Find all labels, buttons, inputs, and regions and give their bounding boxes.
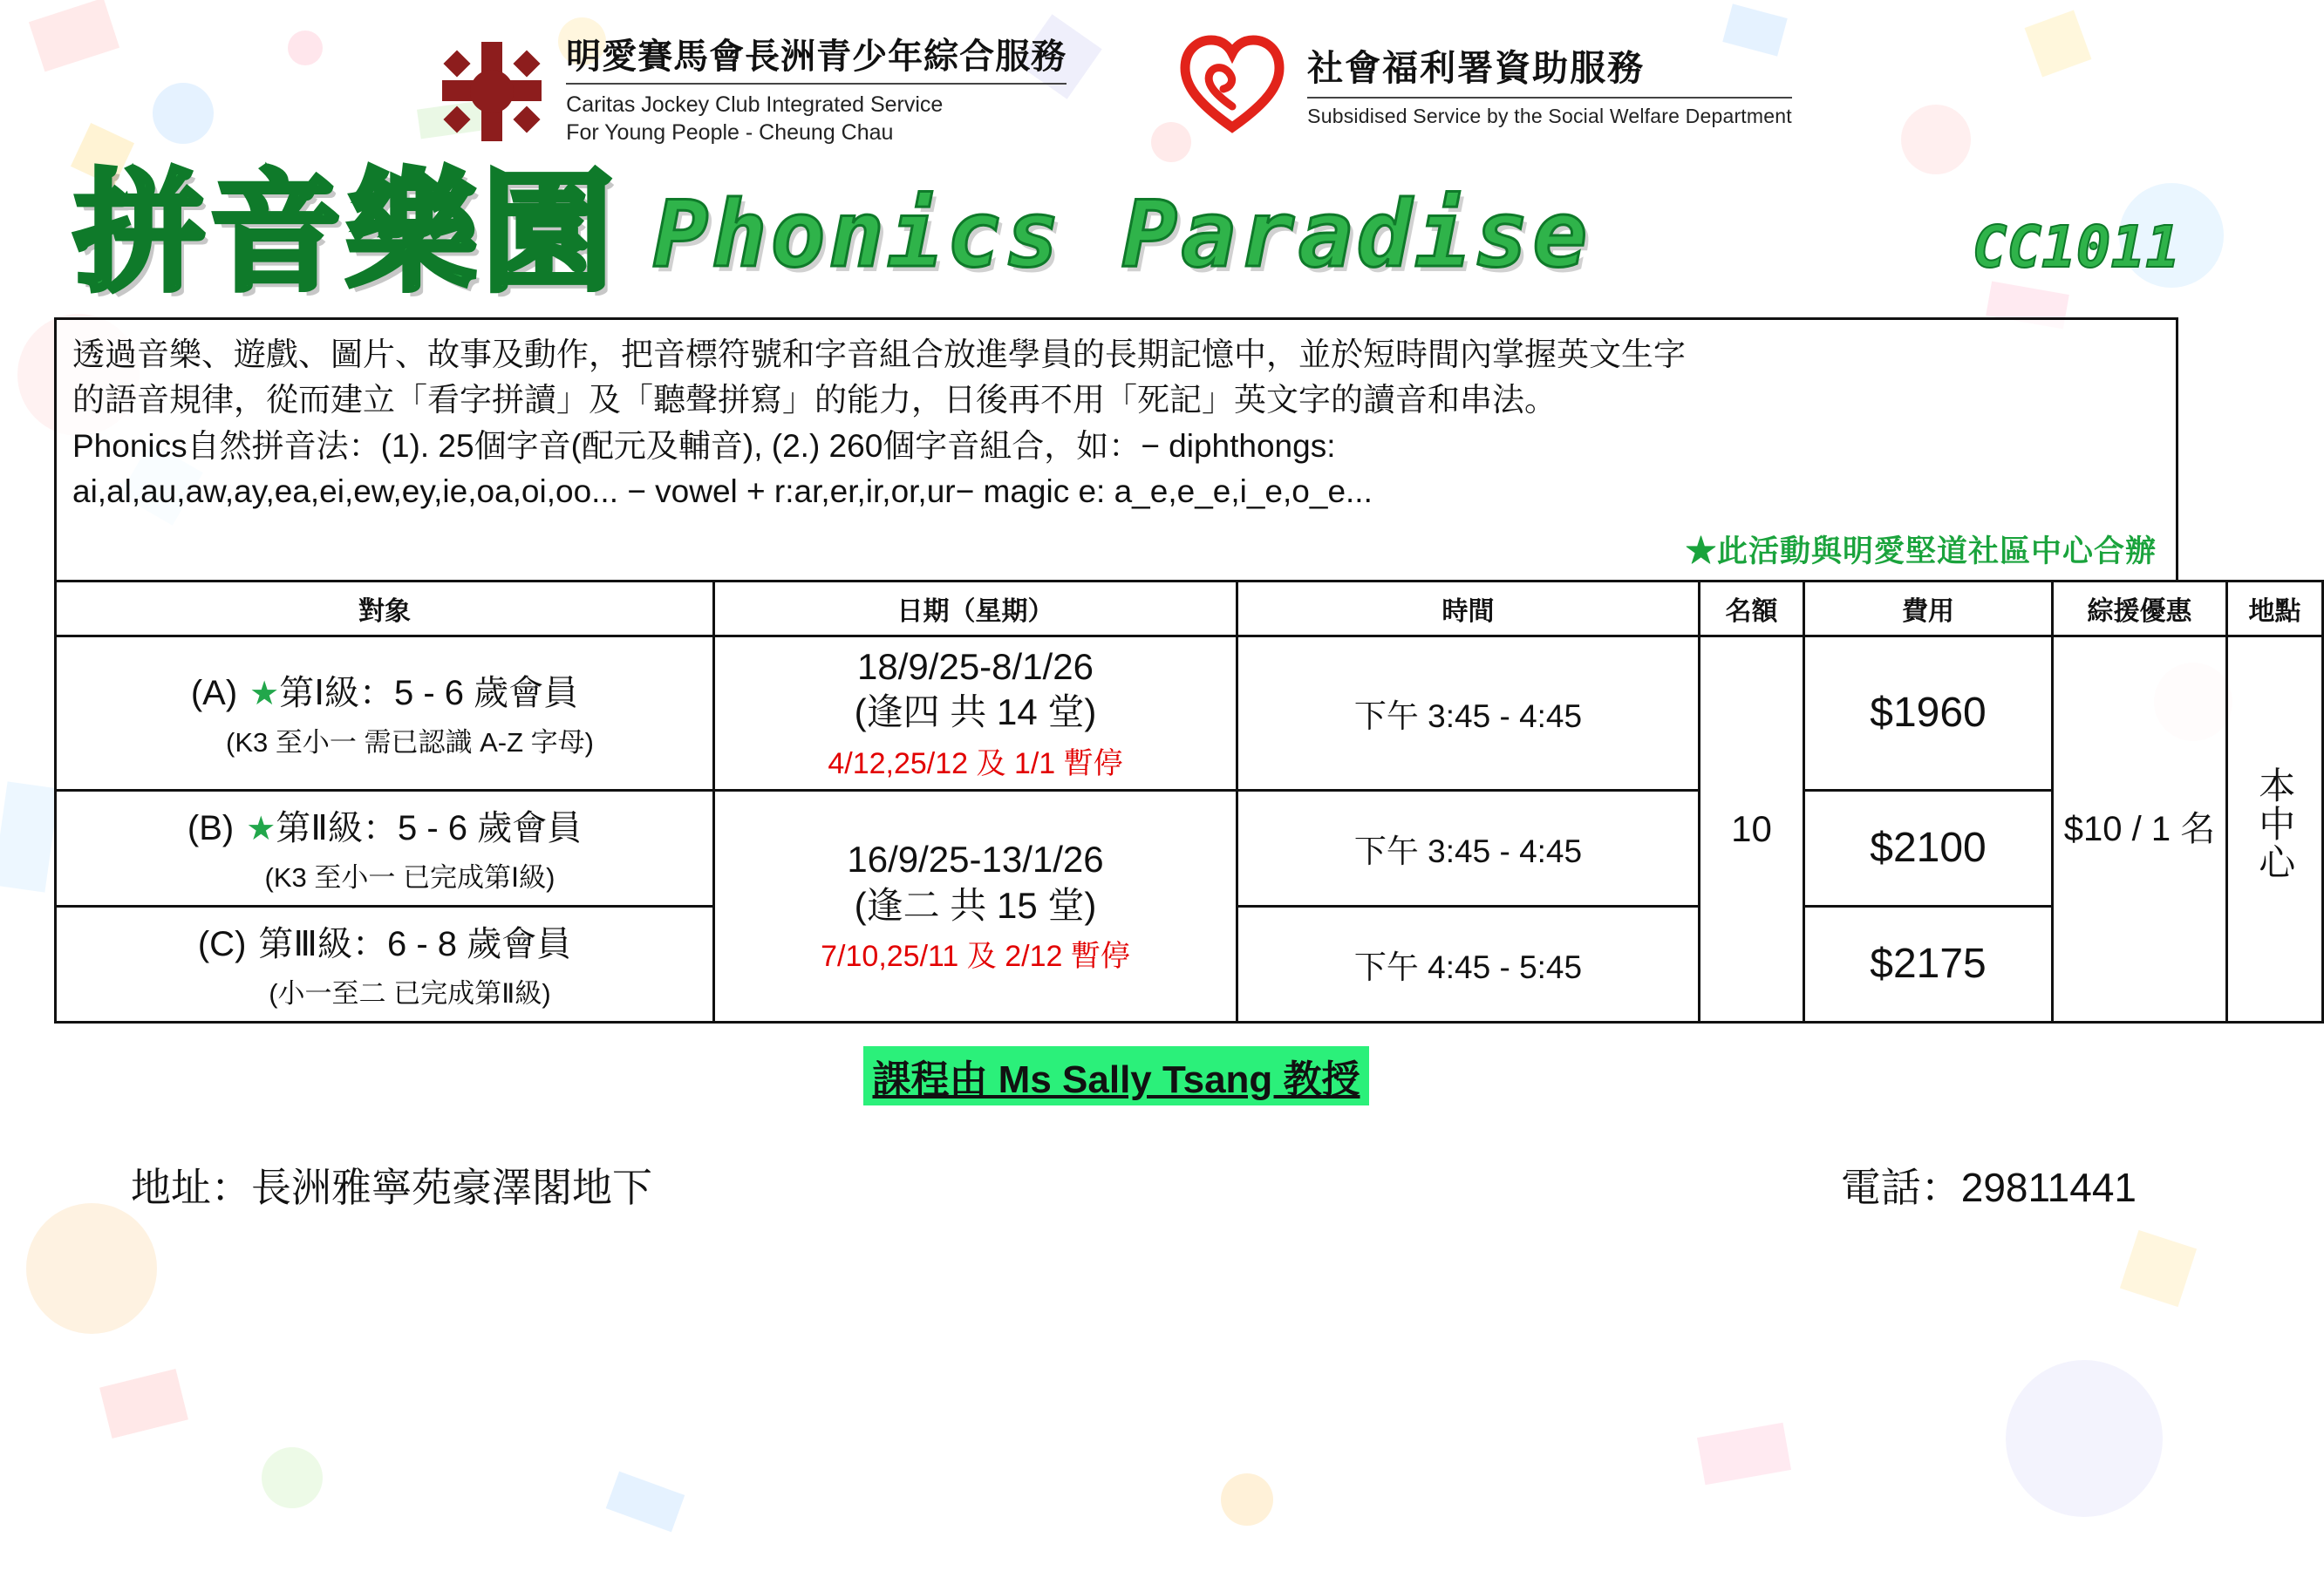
swd-heart-icon	[1180, 37, 1285, 131]
time-cell-b: 下午 3:45 - 4:45	[1237, 790, 1700, 906]
course-code: CC1011	[1972, 213, 2180, 281]
header-quota: 名額	[1700, 581, 1804, 636]
header-date: 日期（星期）	[714, 581, 1237, 636]
header-fee: 費用	[1804, 581, 2053, 636]
description-line: ai,al,au,aw,ay,ea,ei,ew,ey,ie,oa,oi,oo... − vowel + r:ar,er,ir,or,ur− magic e: a_e,e_e,i_e,o_e...	[72, 473, 1373, 510]
time-cell-c: 下午 4:45 - 5:45	[1237, 906, 1700, 1022]
caritas-logo-block	[440, 37, 1067, 146]
swd-name-en: Subsidised Service by the Social Welfare Department	[1307, 105, 1792, 127]
target-sub-a: (K3 至小一 需已認識 A-Z 字母)	[226, 726, 594, 758]
date-sessions-1: (逢四 共 14 堂)	[854, 691, 1097, 733]
subsidy-cell: $10 / 1 名	[2053, 636, 2227, 1022]
date-suspend-2: 7/10,25/11 及 2/12 暫停	[821, 940, 1130, 974]
footer	[0, 1105, 2232, 1214]
target-main-b: 第Ⅱ級：5 - 6 歲會員	[276, 808, 583, 847]
venue-text: 本中心	[2254, 766, 2296, 882]
page-title-en: Phonics Paradise	[653, 180, 1591, 288]
quota-cell: 10	[1700, 636, 1804, 1022]
row-label-c: (C)	[197, 924, 247, 963]
fee-cell-a: $1960	[1804, 636, 2053, 790]
star-icon: ★	[246, 810, 276, 847]
fee-cell-c: $2175	[1804, 906, 2053, 1022]
course-table	[54, 580, 2324, 1024]
date-cell-group2	[714, 790, 1237, 1022]
tutor-row	[0, 1046, 2232, 1105]
date-sessions-2: (逢二 共 15 堂)	[854, 884, 1097, 926]
target-main-a: 第Ⅰ級：5 - 6 歲會員	[279, 673, 579, 712]
description-line: 的語音規律，從而建立「看字拼讀」及「聽聲拼寫」的能力，日後再不用「死記」英文字的讀音和串法。	[72, 382, 1557, 418]
swd-name-cn: 社會福利署資助服務	[1307, 48, 1646, 88]
swd-logo-divider	[1307, 97, 1792, 99]
row-label-b: (B)	[187, 808, 235, 847]
target-main-c: 第Ⅲ級：6 - 8 歲會員	[258, 924, 572, 963]
header-subsidy: 綜援優惠	[2053, 581, 2227, 636]
header	[0, 0, 2232, 146]
star-icon: ★	[249, 675, 280, 712]
description-line: Phonics自然拼音法：(1). 25個字音(配元及輔音), (2.) 260個字音組合，如：− diphthongs:	[72, 427, 1336, 464]
target-cell-b	[56, 790, 714, 906]
caritas-cross-icon	[440, 40, 543, 143]
page-title-cn: 拼音樂園	[74, 158, 619, 309]
row-label-a: (A)	[190, 673, 238, 712]
title-row	[0, 146, 2232, 309]
address-text: 地址：長洲雅寧苑豪澤閣地下	[131, 1164, 652, 1210]
header-venue: 地點	[2227, 581, 2323, 636]
swd-logo-block	[1180, 37, 1792, 131]
description-box	[54, 317, 2178, 580]
cooperation-note: ★此活動與明愛堅道社區中心合辦	[1685, 534, 2157, 568]
table-row	[56, 790, 2323, 906]
logo-divider	[566, 83, 1067, 85]
date-suspend-1: 4/12,25/12 及 1/1 暫停	[828, 746, 1123, 780]
venue-cell	[2227, 636, 2323, 1022]
target-sub-c: (小一至二 已完成第Ⅱ級)	[269, 977, 551, 1009]
target-cell-a	[56, 636, 714, 790]
caritas-name-en-line1: Caritas Jockey Club Integrated Service	[566, 92, 944, 117]
fee-cell-b: $2100	[1804, 790, 2053, 906]
description-line: 透過音樂、遊戲、圖片、故事及動作，把音標符號和字音組合放進學員的長期記憶中，並於短時間內掌握英文生字	[72, 336, 1686, 372]
header-target: 對象	[56, 581, 714, 636]
target-cell-c	[56, 906, 714, 1022]
target-sub-b: (K3 至小一 已完成第Ⅰ級)	[264, 861, 555, 893]
tutor-label: 課程由 Ms Sally Tsang 教授	[863, 1046, 1368, 1105]
phone-text: 電話：29811441	[1840, 1164, 2137, 1210]
table-row	[56, 636, 2323, 790]
date-range-2: 16/9/25-13/1/26	[847, 839, 1104, 881]
time-cell-a: 下午 3:45 - 4:45	[1237, 636, 1700, 790]
date-cell-group1	[714, 636, 1237, 790]
caritas-name-en-line2: For Young People - Cheung Chau	[566, 120, 894, 145]
header-time: 時間	[1237, 581, 1700, 636]
caritas-name-cn: 明愛賽馬會長洲青少年綜合服務	[566, 37, 1067, 76]
table-header-row	[56, 581, 2323, 636]
date-range-1: 18/9/25-8/1/26	[857, 645, 1094, 687]
